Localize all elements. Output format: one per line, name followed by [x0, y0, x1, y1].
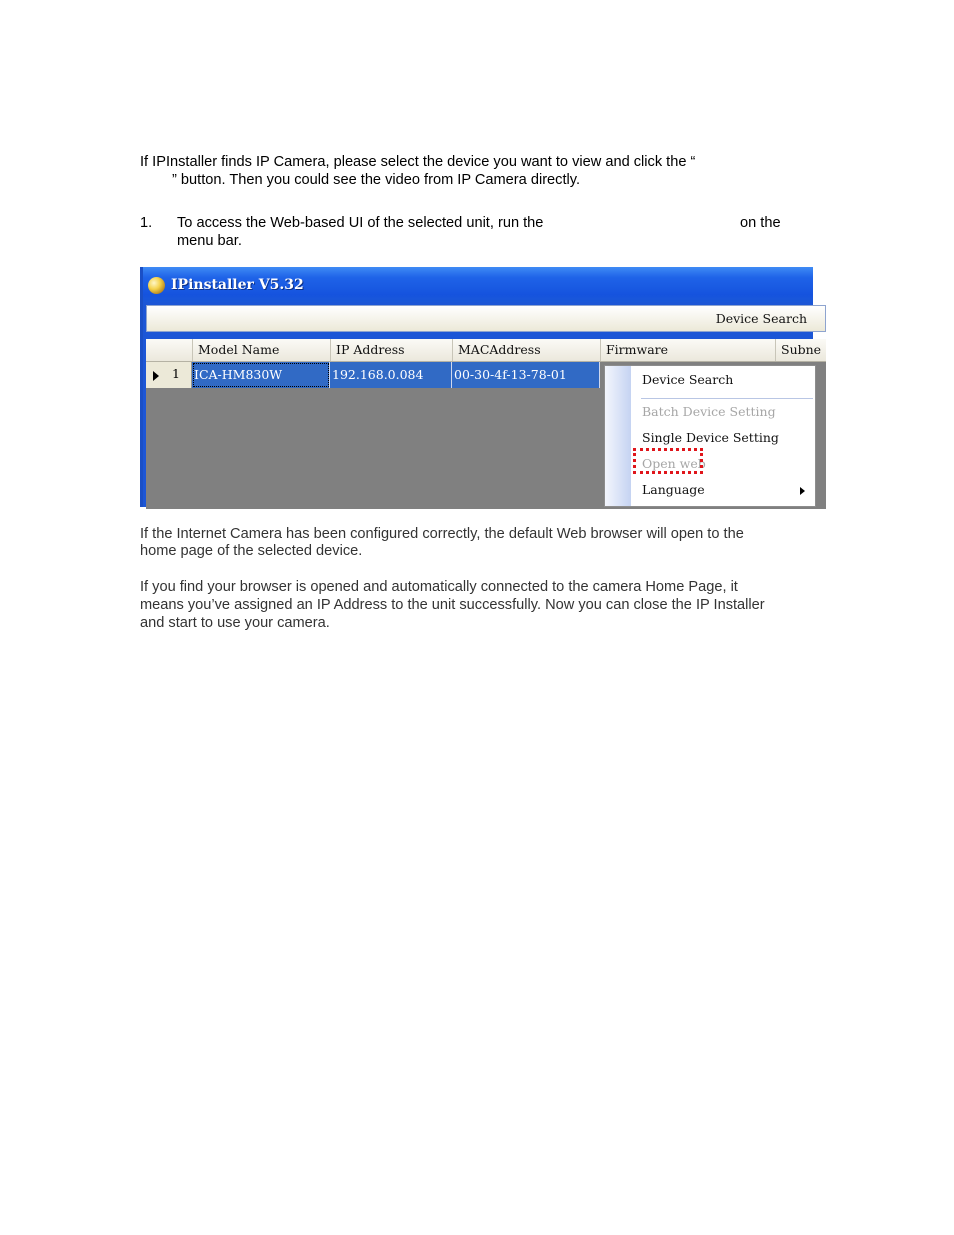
step-text-after: on the — [740, 215, 781, 231]
column-subnet[interactable]: Subne — [775, 339, 826, 361]
column-firmware[interactable]: Firmware — [600, 339, 775, 361]
ipinstaller-window — [140, 267, 822, 507]
row-index: 1 — [172, 366, 180, 381]
app-icon — [148, 277, 165, 294]
row-pointer-icon — [153, 371, 159, 381]
step-text-before: To access the Web-based UI of the selected unit, run the — [177, 215, 544, 231]
configured-line-2: home page of the selected device. — [140, 543, 363, 559]
column-mac-address[interactable]: MACAddress — [452, 339, 600, 361]
column-ip-address[interactable]: IP Address — [330, 339, 452, 361]
connected-line-1: If you find your browser is opened and automatically connected to the camera Home Page, it — [140, 579, 738, 595]
toolbar — [146, 305, 826, 332]
menu-separator — [641, 398, 813, 399]
menu-item-single-device-setting[interactable]: Single Device Setting — [642, 430, 779, 445]
step-number: 1. — [140, 215, 153, 231]
cell-mac-address[interactable]: 00-30-4f-13-78-01 — [452, 362, 600, 388]
submenu-arrow-icon — [800, 487, 805, 495]
cell-model-name[interactable]: ICA-HM830W — [192, 362, 330, 388]
window-title: IPinstaller V5.32 — [171, 277, 304, 293]
title-bar[interactable] — [143, 267, 813, 302]
menu-icon-strip — [605, 366, 631, 506]
intro-line-1: If IPInstaller finds IP Camera, please select the device you want to view and click the “ — [140, 154, 696, 170]
intro-line-2: ” button. Then you could see the video from IP Camera directly. — [172, 172, 581, 188]
grid-header — [146, 339, 826, 362]
menu-item-open-web[interactable]: Open web — [642, 456, 706, 471]
device-search-button[interactable]: Device Search — [715, 311, 807, 326]
step-text-line-2: menu bar. — [177, 233, 242, 249]
menu-item-language[interactable]: Language — [642, 482, 705, 497]
connected-line-3: and start to use your camera. — [140, 615, 330, 631]
connected-line-2: means you’ve assigned an IP Address to the unit successfully. Now you can close the IP Installer — [140, 597, 765, 613]
highlight-box — [633, 448, 703, 474]
menu-item-batch-device-setting: Batch Device Setting — [642, 404, 776, 419]
configured-line-1: If the Internet Camera has been configured correctly, the default Web browser will open to the — [140, 526, 744, 542]
menu-item-device-search[interactable]: Device Search — [642, 372, 734, 387]
header-corner — [146, 339, 192, 361]
cell-ip-address[interactable]: 192.168.0.084 — [330, 362, 452, 388]
row-header[interactable] — [146, 362, 192, 388]
column-model-name[interactable]: Model Name — [192, 339, 330, 361]
context-menu — [604, 365, 816, 507]
